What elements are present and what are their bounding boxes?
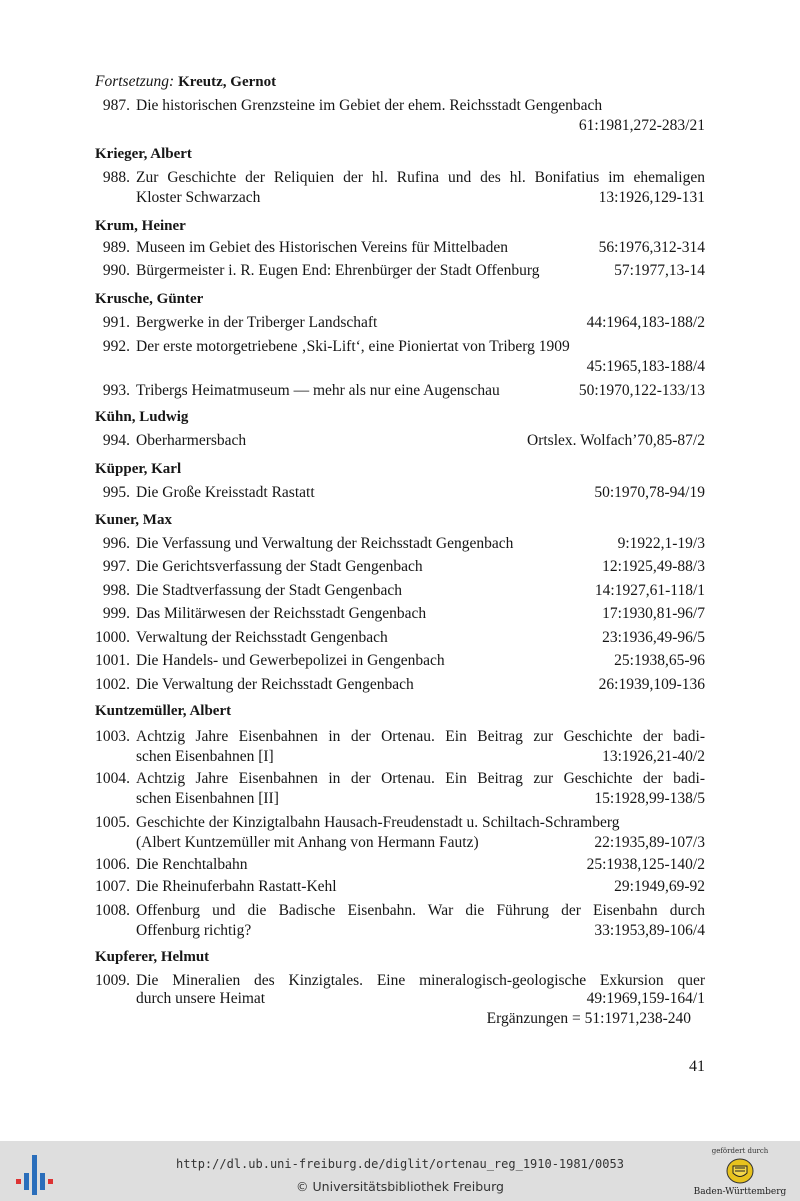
author-heading bbox=[95, 946, 705, 967]
entry-title: Die Große Kreisstadt Rastatt bbox=[136, 484, 315, 501]
entry-citation: 15:1928,99-138/5 bbox=[594, 790, 705, 807]
author-heading bbox=[95, 509, 705, 530]
entry-title: Kloster Schwarzach bbox=[136, 189, 261, 206]
entry-title: Der erste motorgetriebene ‚Ski-Lift‘, eine Pioniertat von Triberg 1909 bbox=[136, 338, 570, 355]
entry-line bbox=[95, 533, 705, 554]
entry-number: 995. bbox=[102, 484, 130, 501]
entry-title: Das Militärwesen der Reichsstadt Gengenbach bbox=[136, 605, 427, 622]
author-heading bbox=[95, 700, 705, 721]
entry-line bbox=[95, 115, 705, 136]
entry-citation: 29:1949,69-92 bbox=[614, 878, 705, 895]
entry-line bbox=[95, 380, 705, 401]
author-name: Kreutz, Gernot bbox=[178, 74, 277, 90]
author-heading bbox=[95, 215, 705, 236]
author-name: Krusche, Günter bbox=[95, 291, 204, 307]
entry-title: Die Renchtalbahn bbox=[136, 856, 248, 873]
entry-number: 991. bbox=[102, 314, 130, 331]
entry-citation: 9:1922,1-19/3 bbox=[617, 535, 705, 552]
entry-line bbox=[95, 167, 705, 188]
entry-line bbox=[95, 627, 705, 648]
entry-citation: 57:1977,13-14 bbox=[614, 262, 705, 279]
footer-bar bbox=[0, 1141, 800, 1201]
entry-title: Oberharmersbach bbox=[136, 432, 247, 449]
entry-line bbox=[95, 430, 705, 451]
entry-line bbox=[95, 482, 705, 503]
entry-title: Die Mineralien des Kinzigtales. Eine mineralogisch-geologische Exkursion quer bbox=[136, 972, 705, 989]
library-logo-icon bbox=[12, 1153, 56, 1197]
entry-number: 992. bbox=[102, 338, 130, 355]
entry-title: schen Eisenbahnen [I] bbox=[136, 748, 274, 765]
entry-title: Achtzig Jahre Eisenbahnen in der Ortenau. Ein Beitrag zur Geschichte der badi- bbox=[136, 770, 705, 787]
entry-line bbox=[95, 556, 705, 577]
entry-citation: 25:1938,125-140/2 bbox=[586, 856, 705, 873]
entry-citation: Ergänzungen = 51:1971,238-240 bbox=[486, 1010, 691, 1027]
entry-title: durch unsere Heimat bbox=[136, 990, 266, 1007]
entry-line bbox=[95, 95, 705, 116]
entry-line bbox=[95, 312, 705, 333]
entry-number: 1002. bbox=[95, 676, 130, 693]
entry-number: 1000. bbox=[95, 629, 130, 646]
entry-citation: 50:1970,78-94/19 bbox=[594, 484, 705, 501]
entry-title: Zur Geschichte der Reliquien der hl. Rufina und des hl. Bonifatius im ehemaligen bbox=[136, 169, 705, 186]
entry-number: 989. bbox=[102, 239, 130, 256]
entry-citation: 61:1981,272-283/21 bbox=[578, 117, 705, 134]
entry-number: 1005. bbox=[95, 814, 130, 831]
entry-line bbox=[95, 920, 705, 941]
entry-line bbox=[95, 336, 705, 357]
entry-number: 998. bbox=[102, 582, 130, 599]
entry-citation: 13:1926,129-131 bbox=[598, 189, 705, 206]
entry-title: Die Gerichtsverfassung der Stadt Gengenbach bbox=[136, 558, 423, 575]
entry-citation: 49:1969,159-164/1 bbox=[586, 990, 705, 1007]
entry-number: 1006. bbox=[95, 856, 130, 873]
entry-number: 997. bbox=[102, 558, 130, 575]
entry-number: 1007. bbox=[95, 878, 130, 895]
entry-line bbox=[95, 832, 705, 853]
entry-title: Die historischen Grenzsteine im Gebiet der ehem. Reichsstadt Gengenbach bbox=[136, 97, 603, 114]
entry-citation: 13:1926,21-40/2 bbox=[602, 748, 705, 765]
entry-title: Die Stadtverfassung der Stadt Gengenbach bbox=[136, 582, 403, 599]
entry-citation: 17:1930,81-96/7 bbox=[602, 605, 705, 622]
sponsor-note: gefördert durch bbox=[711, 1147, 769, 1155]
entry-line bbox=[95, 187, 705, 208]
entry-citation: 44:1964,183-188/2 bbox=[586, 314, 705, 331]
entry-title: Tribergs Heimatmuseum — mehr als nur eine Augenschau bbox=[136, 382, 500, 399]
page-number: 41 bbox=[689, 1058, 705, 1075]
author-name: Krieger, Albert bbox=[95, 146, 192, 162]
author-name: Kuntzemüller, Albert bbox=[95, 703, 232, 719]
entry-citation: 12:1925,49-88/3 bbox=[602, 558, 705, 575]
entry-line bbox=[95, 900, 705, 921]
sponsor-name: Baden-Württemberg bbox=[693, 1187, 787, 1197]
entry-line bbox=[95, 1008, 705, 1029]
entry-number: 1008. bbox=[95, 902, 130, 919]
entry-number: 1003. bbox=[95, 728, 130, 745]
entry-citation: 14:1927,61-118/1 bbox=[594, 582, 705, 599]
entry-title: Bergwerke in der Triberger Landschaft bbox=[136, 314, 378, 331]
entry-title: Die Verfassung und Verwaltung der Reichsstadt Gengenbach bbox=[136, 535, 514, 552]
sponsor-badge bbox=[690, 1143, 790, 1199]
entry-number: 999. bbox=[102, 605, 130, 622]
entry-number: 994. bbox=[102, 432, 130, 449]
author-heading bbox=[95, 143, 705, 164]
entry-title: Bürgermeister i. R. Eugen End: Ehrenbürger der Stadt Offenburg bbox=[136, 262, 540, 279]
entry-title: schen Eisenbahnen [II] bbox=[136, 790, 279, 807]
entry-citation: 26:1939,109-136 bbox=[598, 676, 705, 693]
continuation-heading bbox=[95, 71, 705, 92]
entry-number: 988. bbox=[102, 169, 130, 186]
author-name: Krum, Heiner bbox=[95, 218, 186, 234]
entry-title: Offenburg richtig? bbox=[136, 922, 252, 939]
copyright-notice: © Universitätsbibliothek Freiburg bbox=[296, 1179, 504, 1194]
entry-line bbox=[95, 854, 705, 875]
entry-number: 996. bbox=[102, 535, 130, 552]
entry-line bbox=[95, 988, 705, 1009]
entry-citation: 56:1976,312-314 bbox=[598, 239, 705, 256]
entry-line bbox=[95, 726, 705, 747]
entry-line bbox=[95, 580, 705, 601]
entry-line bbox=[95, 768, 705, 789]
entry-citation: 50:1970,122-133/13 bbox=[578, 382, 705, 399]
coat-of-arms-icon bbox=[726, 1157, 754, 1185]
entry-title: Offenburg und die Badische Eisenbahn. War die Führung der Eisenbahn durch bbox=[136, 902, 705, 919]
entry-title: Die Verwaltung der Reichsstadt Gengenbach bbox=[136, 676, 414, 693]
entry-number: 1004. bbox=[95, 770, 130, 787]
author-name: Kupferer, Helmut bbox=[95, 949, 210, 965]
entry-line bbox=[95, 746, 705, 767]
author-heading bbox=[95, 406, 705, 427]
entry-number: 987. bbox=[102, 97, 130, 114]
entry-line bbox=[95, 260, 705, 281]
document-url-link[interactable]: http://dl.ub.uni-freiburg.de/diglit/ortenau_reg_1910-1981/0053 bbox=[176, 1157, 624, 1171]
entry-number: 990. bbox=[102, 262, 130, 279]
entry-citation: Ortslex. Wolfach’70,85-87/2 bbox=[527, 432, 705, 449]
author-name: Kuner, Max bbox=[95, 512, 172, 528]
continuation-label: Fortsetzung: bbox=[95, 73, 175, 90]
entry-title: Museen im Gebiet des Historischen Vereins für Mittelbaden bbox=[136, 239, 509, 256]
entry-line bbox=[95, 650, 705, 671]
entry-line bbox=[95, 356, 705, 377]
entry-citation: 22:1935,89-107/3 bbox=[594, 834, 705, 851]
author-name: Kühn, Ludwig bbox=[95, 409, 189, 425]
entry-citation: 25:1938,65-96 bbox=[614, 652, 705, 669]
entry-title: Verwaltung der Reichsstadt Gengenbach bbox=[136, 629, 388, 646]
author-name: Küpper, Karl bbox=[95, 461, 182, 477]
entry-title: (Albert Kuntzemüller mit Anhang von Hermann Fautz) bbox=[136, 834, 479, 851]
entry-line bbox=[95, 674, 705, 695]
entry-number: 1001. bbox=[95, 652, 130, 669]
author-heading bbox=[95, 458, 705, 479]
entry-number: 1009. bbox=[95, 972, 130, 989]
entry-citation: 45:1965,183-188/4 bbox=[586, 358, 705, 375]
entry-line bbox=[95, 237, 705, 258]
entry-line bbox=[95, 788, 705, 809]
entry-title: Geschichte der Kinzigtalbahn Hausach-Freudenstadt u. Schiltach-Schramberg bbox=[136, 814, 620, 831]
entry-citation: 23:1936,49-96/5 bbox=[602, 629, 705, 646]
entry-title: Die Handels- und Gewerbepolizei in Gengenbach bbox=[136, 652, 445, 669]
entry-line bbox=[95, 603, 705, 624]
entry-line bbox=[95, 876, 705, 897]
entry-title: Achtzig Jahre Eisenbahnen in der Ortenau. Ein Beitrag zur Geschichte der badi- bbox=[136, 728, 705, 745]
entry-number: 993. bbox=[102, 382, 130, 399]
entry-title: Die Rheinuferbahn Rastatt-Kehl bbox=[136, 878, 337, 895]
entry-line bbox=[95, 812, 705, 833]
entry-citation: 33:1953,89-106/4 bbox=[594, 922, 705, 939]
author-heading bbox=[95, 288, 705, 309]
